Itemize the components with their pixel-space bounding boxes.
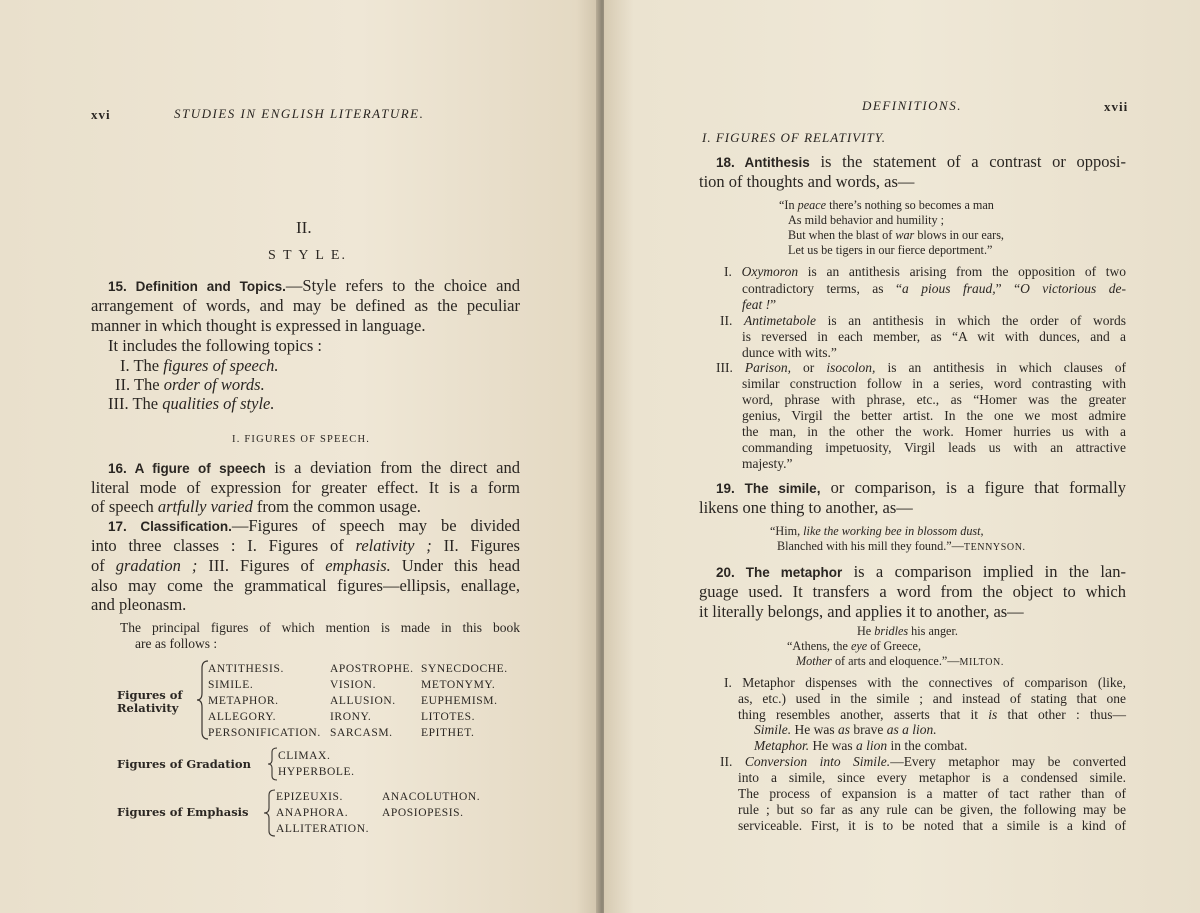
group-column [208, 661, 321, 741]
list-line: similar construction follow in a series, word contrasting with [742, 376, 1126, 391]
text: —Every metaphor may be converted [890, 754, 1127, 769]
figure-name: SARCASM. [330, 727, 393, 739]
list-line: word, phrase with phrase, etc., as “Homer was the greater [742, 392, 1126, 407]
verse-line [796, 654, 1004, 670]
text: contradictory terms, as “ [742, 281, 903, 296]
brace-icon [268, 747, 278, 781]
para-text: is a deviation from the direct and [265, 458, 521, 477]
para-line: arrangement of words, and may be defined as the peculiar [91, 296, 520, 315]
figure-name: EPITHET. [421, 727, 475, 739]
italic-text: Mother [796, 654, 832, 668]
list-item [724, 264, 1126, 280]
subhead-text: FIGURES OF RELATIVITY. [715, 130, 887, 145]
para-line [91, 497, 421, 517]
verse-line [787, 639, 921, 654]
text: of [91, 556, 116, 575]
running-head: DEFINITIONS. [862, 98, 962, 113]
text: there’s nothing so becomes a man [826, 198, 994, 212]
para-heading: 17. Classification. [108, 519, 232, 534]
verse-line: Let us be tigers in our fierce deportment.” [788, 243, 993, 257]
figure-name: ALLITERATION. [276, 823, 370, 835]
section-numeral: II. [296, 218, 312, 237]
para-text: is a comparison implied in the lan- [842, 562, 1126, 581]
paragraph-18 [716, 152, 1126, 173]
figure-name: ANTITHESIS. [208, 663, 284, 675]
topic-italic: qualities of style. [162, 394, 275, 413]
figure-name: ANAPHORA. [276, 807, 349, 819]
italic-text: as a lion. [886, 722, 937, 737]
italic-text: isocolon, [826, 360, 876, 375]
topic-pre: The [133, 375, 164, 394]
italic-text: is [988, 707, 998, 722]
text: his anger. [908, 624, 958, 638]
list-line: into a simile, since every metaphor is a condensed simile. [738, 770, 1126, 785]
right-page [604, 0, 1200, 913]
subhead-num: I. [702, 130, 712, 145]
para-line: likens one thing to another, as— [699, 498, 913, 517]
figure-name: METONYMY. [421, 679, 496, 691]
text: is an antithesis in which clauses of [875, 360, 1126, 375]
topic-item [120, 356, 279, 376]
text: He was [791, 722, 838, 737]
para-heading: 16. A figure of speech [108, 461, 266, 476]
italic-text: emphasis. [325, 556, 391, 575]
italic-text: war [895, 228, 915, 242]
verse-line [788, 228, 1004, 243]
figure-name: IRONY. [330, 711, 372, 723]
group-column [278, 748, 355, 780]
text: in the combat. [887, 738, 968, 753]
page-number: xvii [1104, 99, 1129, 114]
figure-name: ALLUSION. [330, 695, 396, 707]
para-line [91, 556, 520, 576]
note-line: The principal figures of which mention is made in this book [120, 620, 520, 635]
para-text: —Style refers to the choice and [285, 276, 521, 295]
text: of speech [91, 497, 158, 516]
list-line [738, 707, 1126, 723]
para-line [91, 536, 520, 556]
attribution: MILTON. [959, 657, 1004, 668]
italic-text: O victorious de- [1020, 281, 1127, 296]
text: But when the blast of [788, 228, 896, 242]
para-line: also may come the grammatical figures—ellipsis, enallage, [91, 576, 520, 595]
figure-name: APOSIOPESIS. [382, 807, 464, 819]
topic-italic: figures of speech. [163, 356, 279, 375]
topic-pre: The [133, 356, 164, 375]
list-line: majesty.” [742, 456, 793, 471]
figure-name: SIMILE. [208, 679, 254, 691]
italic-text: Conversion into Simile. [744, 754, 891, 769]
list-line: dunce with wits.” [742, 345, 837, 360]
text: blows in our ears, [914, 228, 1004, 242]
verse-line [857, 624, 958, 639]
text: “Him, [770, 524, 804, 538]
figure-name: APOSTROPHE. [330, 663, 414, 675]
text: or [791, 360, 827, 375]
paragraph-16 [108, 458, 520, 479]
text: of Greece, [867, 639, 921, 653]
text: He [857, 624, 875, 638]
list-item [720, 313, 1126, 329]
list-item [724, 675, 1126, 691]
section-title: S T Y L E. [268, 248, 347, 263]
text: Metaphor dispenses with the connectives of comparison (like, [742, 675, 1126, 690]
text: is an antithesis arising from the opposition of two [798, 264, 1126, 279]
para-heading: 20. The metaphor [716, 565, 843, 580]
list-line: rule ; but so far as any rule can be given, the following may be [738, 802, 1126, 817]
para-heading: 19. The simile, [716, 481, 821, 496]
italic-text: as [838, 722, 851, 737]
text: into three classes : I. Figures of [91, 536, 356, 555]
topic-item [115, 375, 265, 395]
text: from the common usage. [252, 497, 421, 516]
paragraph-19 [716, 478, 1126, 499]
note-line: are as follows : [135, 636, 218, 651]
list-line: serviceable. First, it is to be noted that a simile is a kind of [738, 818, 1126, 833]
text: ” [770, 297, 777, 312]
para-line: literal mode of expression for greater effect. It is a form [91, 478, 520, 497]
page-number: xvi [91, 107, 111, 122]
para-text: is the statement of a contrast or opposi- [809, 152, 1126, 171]
paragraph-17 [108, 516, 520, 537]
italic-text: feat ! [742, 297, 771, 312]
italic-text: peace [797, 198, 827, 212]
item-num: II. [720, 754, 733, 769]
group-column [421, 661, 508, 741]
figure-name: CLIMAX. [278, 750, 331, 762]
topics-intro: It includes the following topics : [108, 336, 323, 355]
example-line [754, 722, 937, 738]
para-line: and pleonasm. [91, 595, 187, 614]
figure-name: EUPHEMISM. [421, 695, 498, 707]
group-label: Relativity [117, 701, 179, 715]
para-line: guage used. It transfers a word from the object to which [699, 582, 1126, 601]
text: thing resembles another, asserts that it [738, 707, 989, 722]
italic-text: artfully varied [157, 497, 253, 516]
text: “In [779, 198, 798, 212]
figure-name: ALLEGORY. [208, 711, 277, 723]
list-line: genius, Virgil the better artist. In the one we most admire [742, 408, 1126, 423]
italic-text: Oxymoron [741, 264, 799, 279]
italic-text: Metaphor. [754, 738, 810, 753]
group-label: Figures of [117, 688, 183, 702]
topic-num: I. [120, 356, 130, 375]
group-column [330, 661, 414, 741]
list-item [720, 754, 1126, 770]
attribution: TENNYSON. [963, 542, 1026, 553]
list-line [742, 297, 776, 313]
italic-text: eye [850, 639, 868, 653]
list-line [742, 281, 1126, 297]
italic-text: Simile. [754, 722, 792, 737]
brace-icon [264, 789, 276, 837]
para-text: or comparison, is a figure that formally [820, 478, 1126, 497]
text: Blanched with his mill they found.”— [777, 539, 964, 553]
italic-text: relativity ; [355, 536, 432, 555]
italic-text: bridles [874, 624, 909, 638]
text: is an antithesis in which the order of words [815, 313, 1127, 328]
running-head: STUDIES IN ENGLISH LITERATURE. [174, 106, 425, 121]
list-line: the man, in the other the work. Homer hurries us with a [742, 424, 1126, 439]
figure-name: HYPERBOLE. [278, 766, 355, 778]
text: III. Figures of [197, 556, 326, 575]
figure-name: ANACOLUTHON. [382, 791, 481, 803]
verse-line [779, 198, 994, 213]
verse-line [770, 524, 984, 539]
text: He was [809, 738, 856, 753]
item-num: II. [720, 313, 733, 328]
example-line [754, 738, 967, 754]
text: II. Figures [431, 536, 520, 555]
italic-text: Antimetabole [744, 313, 816, 328]
text: that other : thus— [997, 707, 1126, 722]
text: of arts and eloquence.”— [831, 654, 960, 668]
topic-item [108, 394, 275, 414]
text: Under this head [390, 556, 520, 575]
para-line: tion of thoughts and words, as— [699, 172, 915, 191]
para-line: manner in which thought is expressed in language. [91, 316, 426, 335]
para-heading: 18. Antithesis [716, 155, 810, 170]
item-num: I. [724, 675, 732, 690]
topic-num: III. [108, 394, 129, 413]
paragraph-15 [108, 276, 520, 297]
text: ” “ [995, 281, 1021, 296]
para-heading: 15. Definition and Topics. [108, 279, 286, 294]
item-num: III. [716, 360, 733, 375]
list-line: as, etc.) used in the simile ; and instead of stating that one [738, 691, 1126, 706]
group-column [276, 789, 369, 837]
list-line: The process of expansion is a matter of tact rather than of [738, 786, 1126, 801]
verse-line: As mild behavior and humility ; [788, 213, 945, 227]
italic-text: Parison, [744, 360, 792, 375]
list-item [716, 360, 1126, 376]
figure-name: PERSONIFICATION. [208, 727, 321, 739]
figure-name: EPIZEUXIS. [276, 791, 344, 803]
subheading [702, 130, 886, 146]
figure-name: METAPHOR. [208, 695, 279, 707]
group-label: Figures of Gradation [117, 757, 251, 771]
topic-num: II. [115, 375, 131, 394]
topic-italic: order of words. [163, 375, 265, 394]
item-num: I. [724, 264, 732, 279]
subheading: I. FIGURES OF SPEECH. [232, 434, 371, 445]
italic-text: like the working bee in blossom dust, [803, 524, 984, 538]
group-label: Figures of Emphasis [117, 805, 249, 819]
verse-line [777, 539, 1026, 555]
para-text: —Figures of speech may be divided [231, 516, 521, 535]
figure-name: SYNECDOCHE. [421, 663, 508, 675]
list-line: is reversed in each member, as “A wit with dunces, and a [742, 329, 1126, 344]
para-line: it literally belongs, and applies it to another, as— [699, 602, 1024, 621]
text: brave [850, 722, 887, 737]
italic-text: a lion [856, 738, 888, 753]
figure-name: LITOTES. [421, 711, 476, 723]
italic-text: gradation ; [115, 556, 198, 575]
group-column [382, 789, 480, 821]
text: “Athens, the [787, 639, 851, 653]
topic-pre: The [132, 394, 163, 413]
figure-name: VISION. [330, 679, 377, 691]
list-line: commanding impetuosity, Virgil leads us with an attractive [742, 440, 1126, 455]
paragraph-20 [716, 562, 1126, 583]
italic-text: a pious fraud, [902, 281, 996, 296]
